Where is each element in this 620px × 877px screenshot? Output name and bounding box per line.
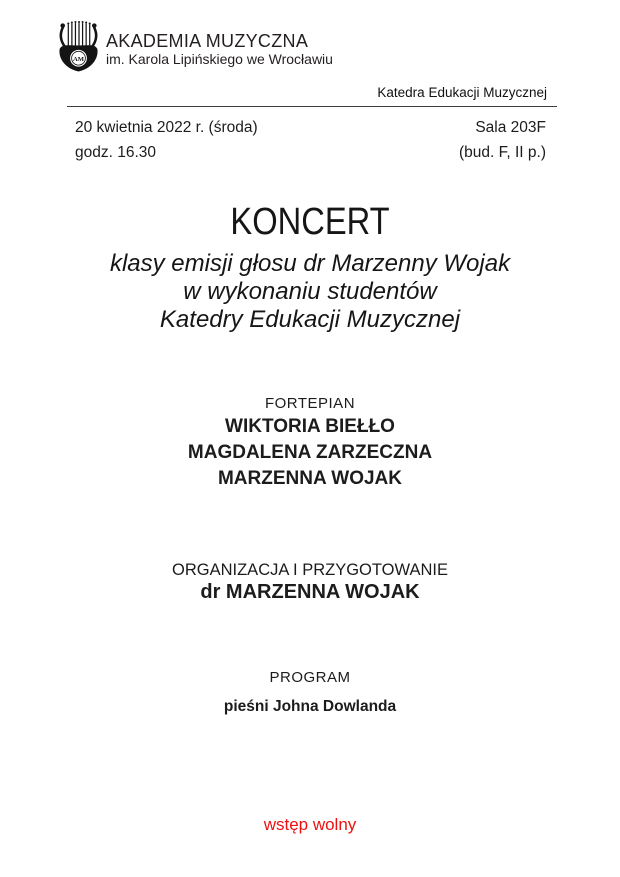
department-label: Katedra Edukacji Muzycznej [377,85,547,100]
program-item: pieśni Johna Dowlanda [223,698,397,715]
academy-subtitle: im. Karola Lipińskiego we Wrocławiu [106,51,333,67]
performer-names-list [0,414,620,492]
performer-name: WIKTORIA BIEŁŁO [225,416,395,437]
performers-role-label: FORTEPIAN [264,395,356,412]
performer-name: MARZENNA WOJAK [217,468,402,489]
event-time: godz. 16.30 [75,144,157,161]
concert-title: KONCERT [230,201,390,243]
performer-name: MAGDALENA ZARZECZNA [187,442,433,463]
event-room: Sala 203F [475,119,546,136]
lyre-logo-icon [55,20,102,73]
subtitle-line: Katedry Edukacji Muzycznej [159,306,461,333]
academy-name: AKADEMIA MUZYCZNA [106,31,309,51]
event-building: (bud. F, II p.) [458,144,546,161]
organizer-name: dr MARZENNA WOJAK [200,581,420,603]
organization-label: ORGANIZACJA I PRZYGOTOWANIE [172,561,448,579]
concert-subtitle [0,250,620,334]
header-divider-line [67,106,557,107]
admission-note: wstęp wolny [263,815,357,834]
event-date: 20 kwietnia 2022 r. (środa) [75,119,258,136]
event-datetime [75,115,258,165]
program-label: PROGRAM [269,669,351,686]
subtitle-line: klasy emisji głosu dr Marzenny Wojak [109,250,511,277]
svg-text:AM: AM [72,55,85,63]
event-location [459,115,546,165]
subtitle-line: w wykonaniu studentów [183,278,437,305]
